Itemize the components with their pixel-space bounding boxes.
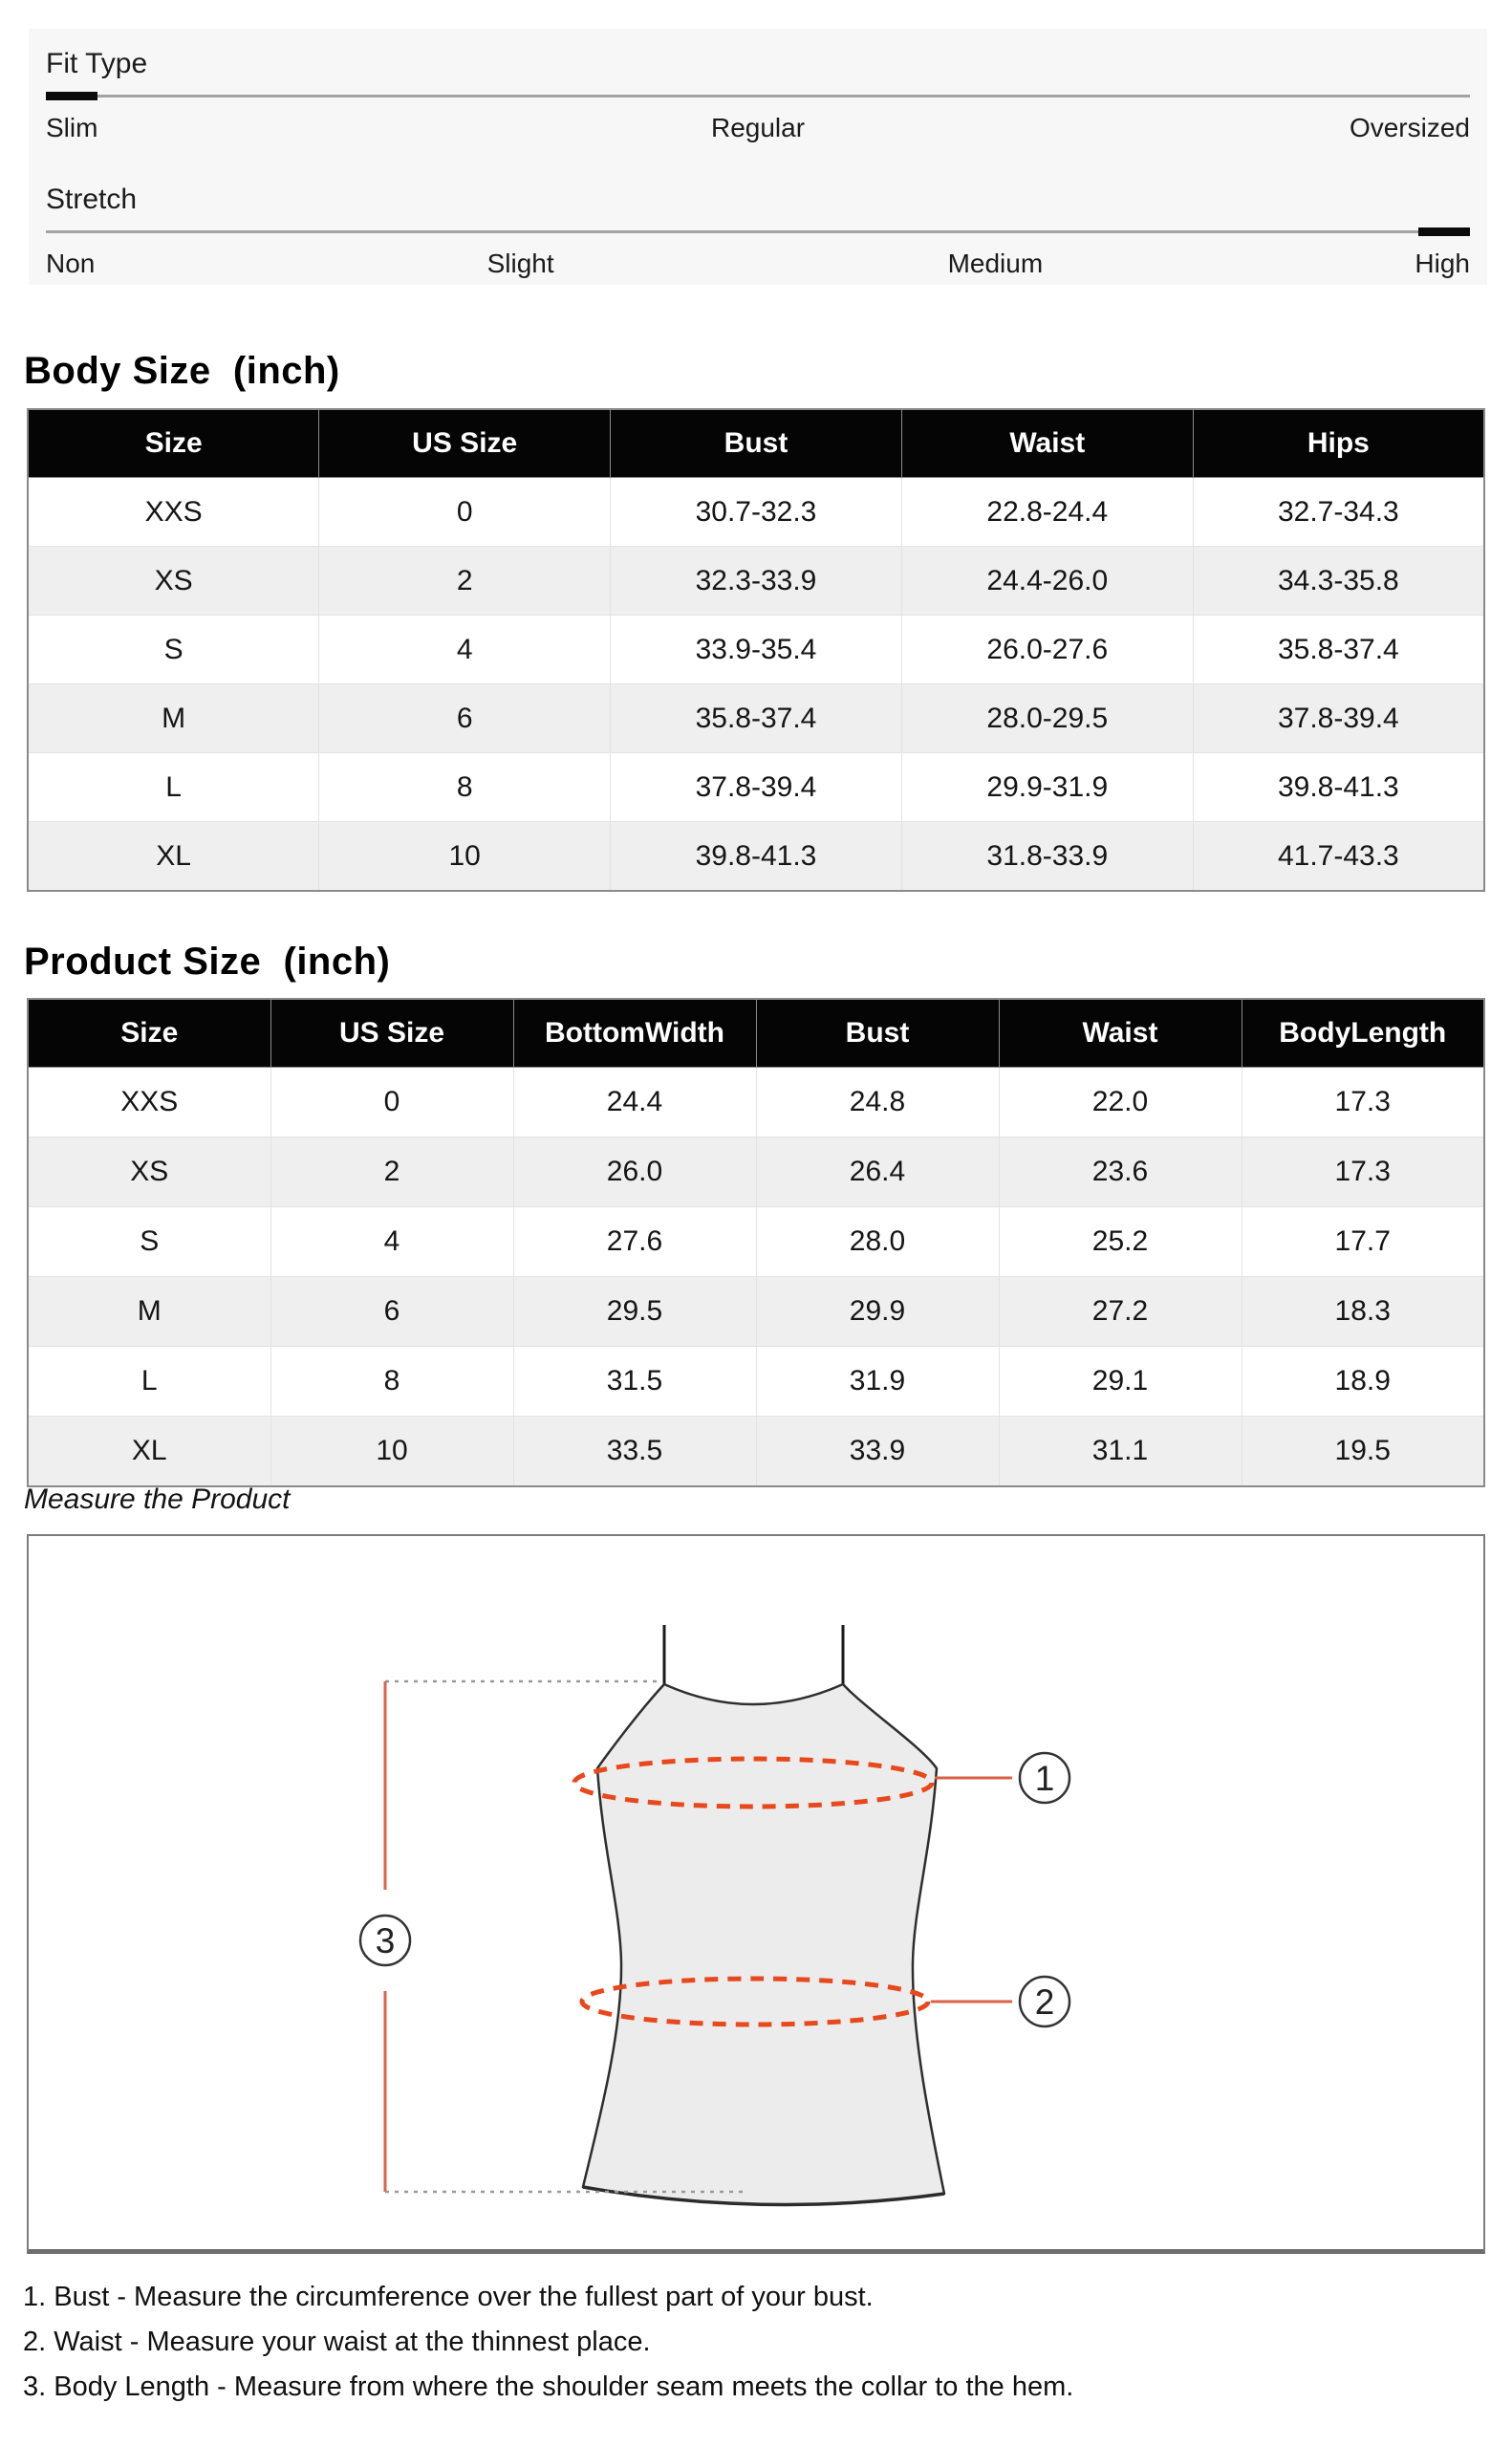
column-header: Bust xyxy=(756,999,999,1068)
body-size-table xyxy=(27,408,1485,892)
table-cell: XXS xyxy=(28,478,319,547)
table-cell: 8 xyxy=(319,753,611,822)
table-cell: 24.4-26.0 xyxy=(901,547,1193,616)
table-cell: XS xyxy=(28,547,319,616)
stretch-scale xyxy=(46,249,1470,281)
table-cell: 33.9-35.4 xyxy=(611,616,902,684)
table-cell: 31.5 xyxy=(513,1347,756,1417)
table-cell: 19.5 xyxy=(1242,1417,1484,1487)
table-row xyxy=(28,1347,1484,1417)
column-header: Bust xyxy=(611,409,902,478)
table-cell: 17.3 xyxy=(1242,1137,1484,1207)
table-cell: L xyxy=(28,1347,270,1417)
table-cell: S xyxy=(28,616,319,684)
table-row xyxy=(28,1068,1484,1137)
table-cell: 39.8-41.3 xyxy=(611,822,902,892)
fit-type-slider xyxy=(46,92,1470,100)
table-cell: 22.8-24.4 xyxy=(901,478,1193,547)
table-cell: 28.0-29.5 xyxy=(901,684,1193,753)
table-row xyxy=(28,1207,1484,1277)
table-cell: 22.0 xyxy=(999,1068,1242,1137)
table-cell: 35.8-37.4 xyxy=(611,684,902,753)
table-cell: 39.8-41.3 xyxy=(1193,753,1484,822)
table-cell: 2 xyxy=(319,547,611,616)
body-length-marker-number: 3 xyxy=(375,1921,396,1960)
column-header: Waist xyxy=(901,409,1193,478)
measure-caption: Measure the Product xyxy=(24,1483,291,1515)
table-cell: 29.1 xyxy=(999,1347,1242,1417)
note-body-length: 3. Body Length - Measure from where the shoulder seam meets the collar to the hem. xyxy=(23,2371,1074,2402)
table-cell: 10 xyxy=(270,1417,513,1487)
fit-type-label: Fit Type xyxy=(46,48,148,79)
measurement-notes xyxy=(23,2275,1073,2410)
fit-type-option-regular: Regular xyxy=(710,113,806,142)
table-cell: 17.7 xyxy=(1242,1207,1484,1277)
fit-type-option-slim: Slim xyxy=(46,113,98,142)
table-row xyxy=(28,616,1484,684)
table-cell: 41.7-43.3 xyxy=(1193,822,1484,892)
table-cell: XXS xyxy=(28,1068,270,1137)
body-size-title: Body Size (inch) xyxy=(24,350,340,392)
table-cell: 24.4 xyxy=(513,1068,756,1137)
table-cell: 31.8-33.9 xyxy=(901,822,1193,892)
table-cell: 18.9 xyxy=(1242,1347,1484,1417)
note-bust: 1. Bust - Measure the circumference over the fullest part of your bust. xyxy=(23,2282,874,2312)
product-size-table xyxy=(27,998,1485,1487)
table-cell: 24.8 xyxy=(756,1068,999,1137)
table-cell: 4 xyxy=(319,616,611,684)
table-cell: 29.5 xyxy=(513,1277,756,1347)
table-cell: 26.0-27.6 xyxy=(901,616,1193,684)
fit-stretch-panel xyxy=(29,29,1487,285)
table-cell: 29.9 xyxy=(756,1277,999,1347)
table-row xyxy=(28,478,1484,547)
stretch-slider-track xyxy=(46,230,1470,233)
table-cell: 6 xyxy=(319,684,611,753)
table-cell: 37.8-39.4 xyxy=(611,753,902,822)
table-cell: XL xyxy=(28,1417,270,1487)
stretch-option-high: High xyxy=(1415,249,1470,278)
table-cell: XS xyxy=(28,1137,270,1207)
table-row xyxy=(28,1417,1484,1487)
table-cell: 10 xyxy=(319,822,611,892)
table-cell: 32.3-33.9 xyxy=(611,547,902,616)
note-waist: 2. Waist - Measure your waist at the thinnest place. xyxy=(23,2327,651,2357)
stretch-option-slight: Slight xyxy=(486,249,554,278)
table-cell: 35.8-37.4 xyxy=(1193,616,1484,684)
table-cell: M xyxy=(28,1277,270,1347)
stretch-slider-indicator xyxy=(1418,227,1470,236)
table-cell: 28.0 xyxy=(756,1207,999,1277)
column-header: Size xyxy=(28,999,270,1068)
table-cell: 27.2 xyxy=(999,1277,1242,1347)
fit-type-option-oversized: Oversized xyxy=(1349,113,1470,142)
fit-type-scale xyxy=(46,113,1470,145)
table-cell: 30.7-32.3 xyxy=(611,478,902,547)
garment-diagram-svg xyxy=(29,1536,1483,2249)
table-cell: 34.3-35.8 xyxy=(1193,547,1484,616)
table-cell: 33.9 xyxy=(756,1417,999,1487)
measure-diagram xyxy=(27,1534,1485,2254)
stretch-option-non: Non xyxy=(46,249,96,278)
fit-type-slider-track xyxy=(46,95,1470,97)
table-row xyxy=(28,753,1484,822)
table-cell: 4 xyxy=(270,1207,513,1277)
product-size-title: Product Size (inch) xyxy=(24,941,391,983)
column-header: Waist xyxy=(999,999,1242,1068)
stretch-label: Stretch xyxy=(46,184,138,215)
table-cell: S xyxy=(28,1207,270,1277)
column-header: Size xyxy=(28,409,319,478)
table-cell: 26.0 xyxy=(513,1137,756,1207)
column-header: US Size xyxy=(270,999,513,1068)
garment-outline xyxy=(583,1684,944,2204)
table-cell: 25.2 xyxy=(999,1207,1242,1277)
table-row xyxy=(28,822,1484,892)
column-header: BottomWidth xyxy=(513,999,756,1068)
table-cell: 32.7-34.3 xyxy=(1193,478,1484,547)
stretch-option-medium: Medium xyxy=(947,249,1044,278)
table-cell: 18.3 xyxy=(1242,1277,1484,1347)
bust-marker-number: 1 xyxy=(1034,1759,1055,1798)
table-cell: 29.9-31.9 xyxy=(901,753,1193,822)
product-size-header-row xyxy=(28,999,1484,1068)
table-cell: 17.3 xyxy=(1242,1068,1484,1137)
column-header: Hips xyxy=(1193,409,1484,478)
table-cell: 31.9 xyxy=(756,1347,999,1417)
column-header: US Size xyxy=(319,409,611,478)
table-cell: 0 xyxy=(270,1068,513,1137)
table-cell: M xyxy=(28,684,319,753)
body-size-header-row xyxy=(28,409,1484,478)
stretch-slider xyxy=(46,227,1470,236)
table-cell: 8 xyxy=(270,1347,513,1417)
table-cell: 2 xyxy=(270,1137,513,1207)
table-cell: 26.4 xyxy=(756,1137,999,1207)
table-cell: 23.6 xyxy=(999,1137,1242,1207)
column-header: BodyLength xyxy=(1242,999,1484,1068)
fit-type-slider-indicator xyxy=(46,92,97,100)
table-row xyxy=(28,547,1484,616)
table-row xyxy=(28,1137,1484,1207)
table-cell: 0 xyxy=(319,478,611,547)
table-cell: 33.5 xyxy=(513,1417,756,1487)
table-cell: 31.1 xyxy=(999,1417,1242,1487)
table-cell: 6 xyxy=(270,1277,513,1347)
table-cell: L xyxy=(28,753,319,822)
waist-marker-number: 2 xyxy=(1034,1982,1055,2022)
table-cell: 27.6 xyxy=(513,1207,756,1277)
table-cell: 37.8-39.4 xyxy=(1193,684,1484,753)
table-row xyxy=(28,684,1484,753)
table-row xyxy=(28,1277,1484,1347)
table-cell: XL xyxy=(28,822,319,892)
